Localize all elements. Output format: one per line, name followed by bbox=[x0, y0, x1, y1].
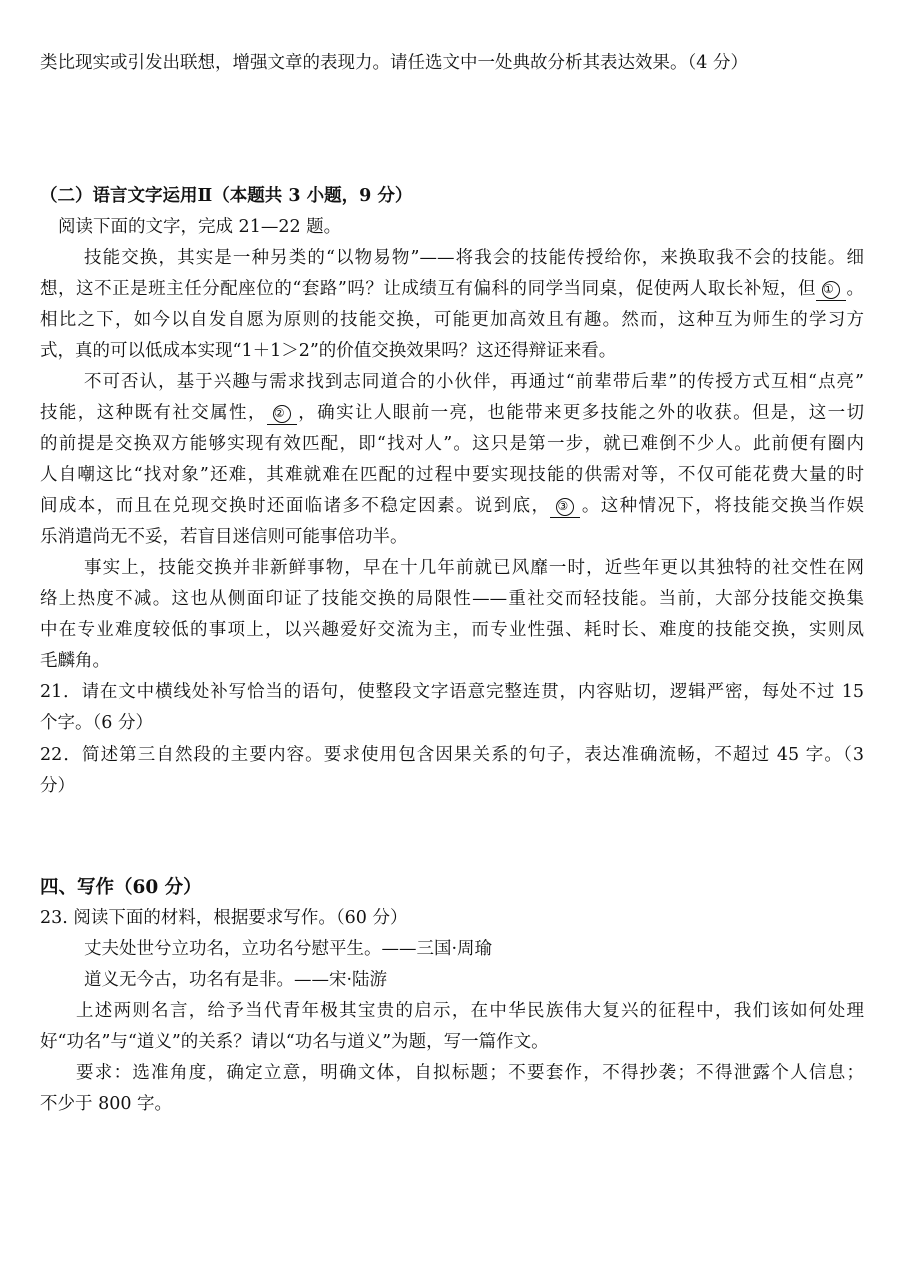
answer-blank-3 bbox=[550, 495, 580, 518]
text-line: 人自嘲这比“找对象”还难，其难就难在匹配的过程中要实现技能的供需对等，不仅可能花费大量的时 bbox=[40, 465, 864, 485]
text-segment: 想，这不正是班主任分配座位的“套路”吗？让成绩互有偏科的同学当同桌，促使两人取长补短，但 bbox=[40, 279, 816, 299]
quote-zhou-yu: 丈夫处世兮立功名，立功名兮慰平生。——三国·周瑜 bbox=[84, 939, 493, 959]
question-23: 23. 阅读下面的材料，根据要求写作。（60 分） bbox=[40, 908, 408, 928]
text-line: 个字。（6 分） bbox=[40, 713, 153, 733]
text-segment: 技能，这种既有社交属性， bbox=[40, 403, 267, 423]
blank-label: ② bbox=[273, 405, 291, 423]
text-line: 分） bbox=[40, 776, 75, 796]
text-segment: 。这种情况下，将技能交换当作娱 bbox=[580, 496, 865, 516]
text-line: 式，真的可以低成本实现“1＋1＞2”的价值交换效果吗？这还得辩证来看。 bbox=[40, 341, 617, 361]
text-line: 络上热度不减。这也从侧面印证了技能交换的局限性——重社交而轻技能。当前，大部分技能交换集 bbox=[40, 589, 864, 609]
quote-lu-you: 道义无今古，功名有是非。——宋·陆游 bbox=[84, 970, 388, 990]
text-line: 好“功名”与“道义”的关系？请以“功名与道义”为题，写一篇作文。 bbox=[40, 1032, 549, 1052]
answer-blank-2 bbox=[267, 402, 297, 425]
passage-paragraph-3 bbox=[40, 553, 864, 677]
blank-label: ③ bbox=[556, 498, 574, 516]
text-line: 不可否认，基于兴趣与需求找到志同道合的小伙伴，再通过“前辈带后辈”的传授方式互相“点亮” bbox=[84, 372, 864, 392]
text-line: 技能交换，其实是一种另类的“以物易物”——将我会的技能传授给你，来换取我不会的技能。细 bbox=[84, 248, 864, 268]
text-line bbox=[40, 274, 864, 305]
text-line: 事实上，技能交换并非新鲜事物，早在十几年前就已风靡一时，近些年更以其独特的社交性在网 bbox=[84, 558, 864, 578]
question-21 bbox=[40, 677, 864, 739]
text-segment: 间成本，而且在兑现交换时还面临诸多不稳定因素。说到底， bbox=[40, 496, 551, 516]
blank-label: ① bbox=[822, 281, 840, 299]
question-22 bbox=[40, 740, 864, 802]
writing-requirements: 要求：选准角度，确定立意，明确文体，自拟标题；不要套作，不得抄袭；不得泄露个人信息； bbox=[76, 1063, 864, 1083]
section-4-writing bbox=[40, 872, 864, 1120]
text-line: 22．简述第三自然段的主要内容。要求使用包含因果关系的句子，表达准确流畅，不超过 45 字。（3 bbox=[40, 745, 864, 765]
passage-paragraph-1 bbox=[40, 243, 864, 367]
text-line: 上述两则名言，给予当代青年极其宝贵的启示，在中华民族伟大复兴的征程中，我们该如何处理 bbox=[76, 1001, 864, 1021]
text-line bbox=[40, 491, 864, 522]
text-line: 21．请在文中横线处补写恰当的语句，使整段文字语意完整连贯，内容贴切，逻辑严密，每处不过 15 bbox=[40, 682, 864, 702]
text-segment: ，确实让人眼前一亮，也能带来更多技能之外的收获。但是，这一切 bbox=[296, 403, 864, 423]
answer-blank-1 bbox=[816, 278, 846, 301]
text-line: 类比现实或引发出联想，增强文章的表现力。请任选文中一处典故分析其表达效果。（4 分） bbox=[40, 53, 748, 73]
section-heading: （二）语言文字运用Ⅱ（本题共 3 小题，9 分） bbox=[40, 186, 413, 206]
passage-paragraph-2 bbox=[40, 367, 864, 553]
previous-question-tail bbox=[40, 48, 864, 79]
text-line bbox=[40, 398, 864, 429]
text-line: 的前提是交换双方能够实现有效匹配，即“找对人”。这只是第一步，就已难倒不少人。此前便有圈内 bbox=[40, 434, 864, 454]
text-line: 中在专业难度较低的事项上，以兴趣爱好交流为主，而专业性强、耗时长、难度的技能交换，实则凤 bbox=[40, 620, 864, 640]
reading-instruction: 阅读下面的文字，完成 21—22 题。 bbox=[58, 217, 342, 237]
text-line: 毛麟角。 bbox=[40, 651, 110, 671]
section-2 bbox=[40, 181, 864, 739]
text-line: 不少于 800 字。 bbox=[40, 1094, 173, 1114]
text-line: 乐消遣尚无不妥，若盲目迷信则可能事倍功半。 bbox=[40, 527, 408, 547]
section-heading: 四、写作（60 分） bbox=[40, 877, 202, 898]
text-segment: 。 bbox=[845, 279, 865, 299]
text-line: 相比之下，如今以自发自愿为原则的技能交换，可能更加高效且有趣。然而，这种互为师生的学习方 bbox=[40, 310, 864, 330]
